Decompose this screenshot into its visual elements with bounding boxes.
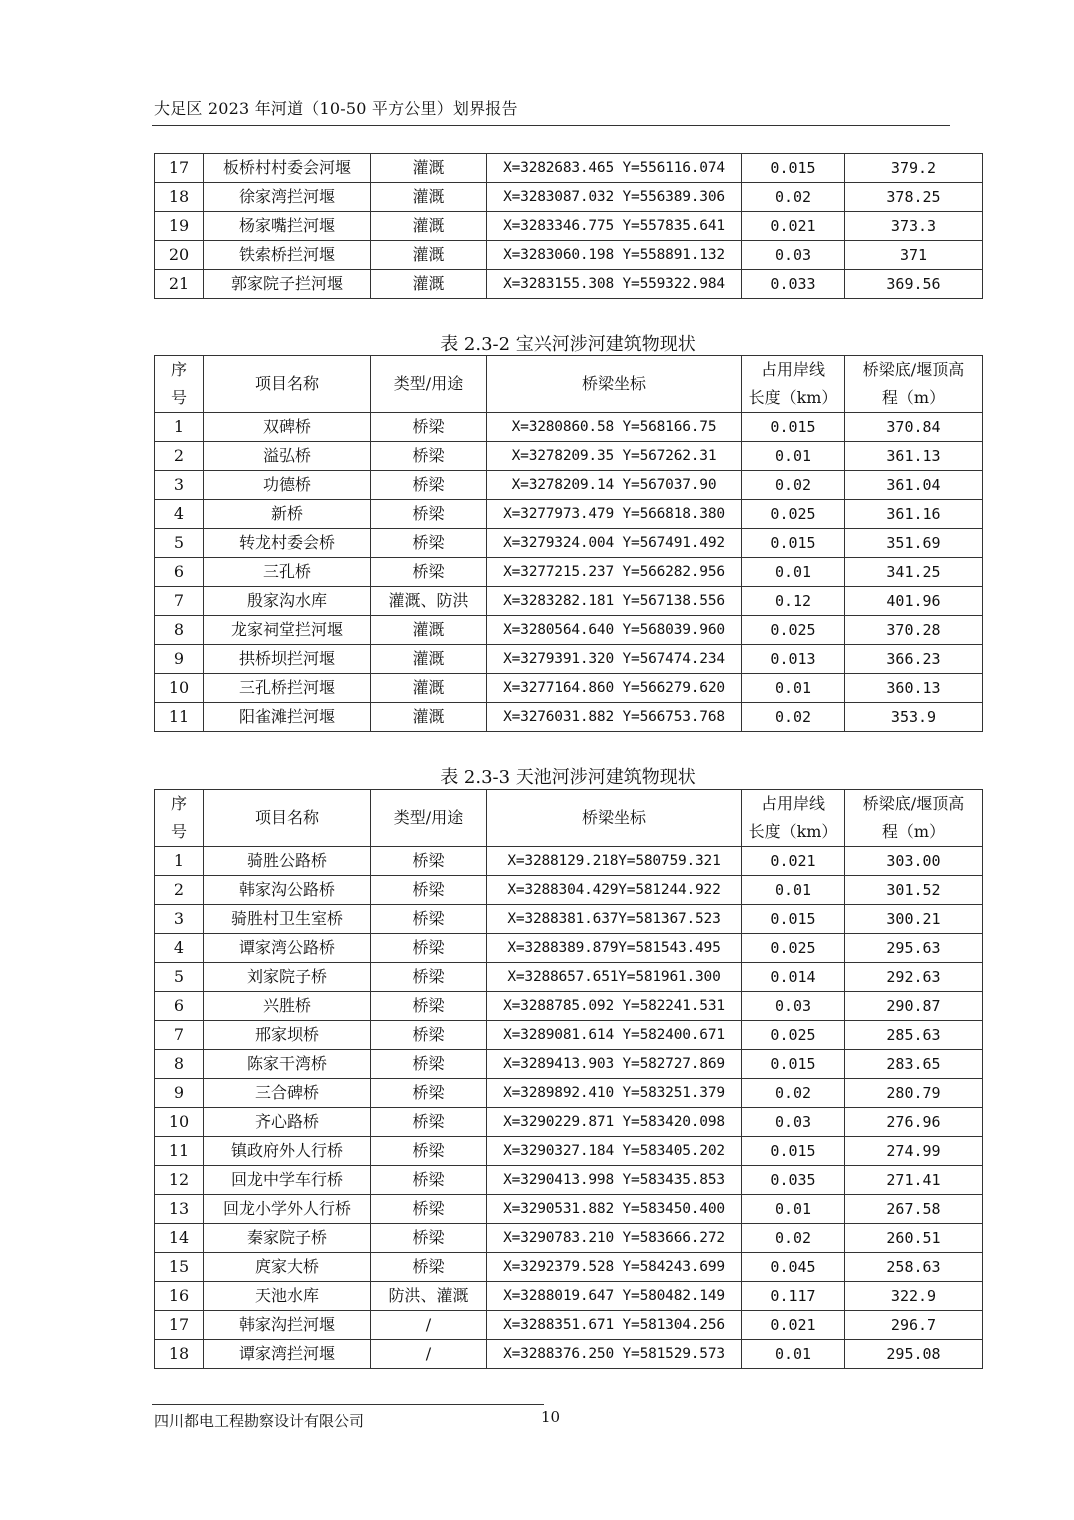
cell-seq: 3 xyxy=(155,905,204,934)
cell-length: 0.02 xyxy=(742,1079,845,1108)
cell-seq: 17 xyxy=(155,1311,204,1340)
table-row xyxy=(155,1137,983,1166)
cell-type: 桥梁 xyxy=(371,905,487,934)
cell-elevation: 300.21 xyxy=(845,905,983,934)
cell-type: / xyxy=(371,1340,487,1369)
table-row xyxy=(155,1253,983,1282)
cell-seq: 9 xyxy=(155,1079,204,1108)
cell-length: 0.03 xyxy=(742,992,845,1021)
table-row xyxy=(155,270,983,299)
cell-length: 0.01 xyxy=(742,674,845,703)
cell-coord: X=3292379.528 Y=584243.699 xyxy=(487,1253,742,1282)
cell-name: 谭家湾拦河堰 xyxy=(204,1340,371,1369)
cell-name: 秦家院子桥 xyxy=(204,1224,371,1253)
cell-length: 0.01 xyxy=(742,1340,845,1369)
cell-elevation: 276.96 xyxy=(845,1108,983,1137)
table-row xyxy=(155,1282,983,1311)
cell-name: 三孔桥拦河堰 xyxy=(204,674,371,703)
cell-type: 桥梁 xyxy=(371,1253,487,1282)
cell-elevation: 258.63 xyxy=(845,1253,983,1282)
table-row xyxy=(155,587,983,616)
cell-type: 灌溉 xyxy=(371,154,487,183)
cell-type: 灌溉、防洪 xyxy=(371,587,487,616)
cell-elevation: 292.63 xyxy=(845,963,983,992)
cell-length: 0.02 xyxy=(742,471,845,500)
cell-type: 灌溉 xyxy=(371,212,487,241)
cell-coord: X=3283155.308 Y=559322.984 xyxy=(487,270,742,299)
cell-length: 0.025 xyxy=(742,500,845,529)
cell-name: 徐家湾拦河堰 xyxy=(204,183,371,212)
cell-elevation: 361.16 xyxy=(845,500,983,529)
table-row xyxy=(155,529,983,558)
cell-name: 天池水库 xyxy=(204,1282,371,1311)
cell-name: 韩家沟拦河堰 xyxy=(204,1311,371,1340)
cell-coord: X=3288657.651Y=581961.300 xyxy=(487,963,742,992)
cell-elevation: 360.13 xyxy=(845,674,983,703)
cell-coord: X=3288785.092 Y=582241.531 xyxy=(487,992,742,1021)
cell-coord: X=3279391.320 Y=567474.234 xyxy=(487,645,742,674)
cell-coord: X=3288376.250 Y=581529.573 xyxy=(487,1340,742,1369)
cell-coord: X=3289892.410 Y=583251.379 xyxy=(487,1079,742,1108)
cell-coord: X=3280564.640 Y=568039.960 xyxy=(487,616,742,645)
cell-length: 0.02 xyxy=(742,1224,845,1253)
cell-length: 0.014 xyxy=(742,963,845,992)
table-row xyxy=(155,1021,983,1050)
cell-name: 邢家坝桥 xyxy=(204,1021,371,1050)
cell-seq: 10 xyxy=(155,674,204,703)
cell-seq: 18 xyxy=(155,183,204,212)
cell-seq: 11 xyxy=(155,1137,204,1166)
cell-length: 0.015 xyxy=(742,905,845,934)
cell-name: 拱桥坝拦河堰 xyxy=(204,645,371,674)
cell-type: 灌溉 xyxy=(371,674,487,703)
cell-coord: X=3288389.879Y=581543.495 xyxy=(487,934,742,963)
cell-elevation: 353.9 xyxy=(845,703,983,732)
footer-divider xyxy=(152,1404,544,1405)
cell-name: 刘家院子桥 xyxy=(204,963,371,992)
cell-type: 灌溉 xyxy=(371,270,487,299)
cell-length: 0.01 xyxy=(742,1195,845,1224)
page-number: 10 xyxy=(541,1408,561,1426)
cell-name: 谭家湾公路桥 xyxy=(204,934,371,963)
header-elevation: 桥梁底/堰顶高 程（m） xyxy=(845,790,983,847)
cell-type: 灌溉 xyxy=(371,241,487,270)
table-row xyxy=(155,1108,983,1137)
cell-length: 0.015 xyxy=(742,1137,845,1166)
cell-seq: 21 xyxy=(155,270,204,299)
cell-elevation: 295.08 xyxy=(845,1340,983,1369)
cell-seq: 5 xyxy=(155,529,204,558)
cell-seq: 7 xyxy=(155,587,204,616)
cell-length: 0.021 xyxy=(742,847,845,876)
table-row xyxy=(155,1050,983,1079)
cell-seq: 10 xyxy=(155,1108,204,1137)
table-continuation xyxy=(154,153,983,299)
table-header-row xyxy=(155,790,983,847)
cell-name: 回龙小学外人行桥 xyxy=(204,1195,371,1224)
cell-type: 桥梁 xyxy=(371,1195,487,1224)
table-row xyxy=(155,963,983,992)
table-row xyxy=(155,241,983,270)
cell-seq: 1 xyxy=(155,413,204,442)
cell-type: 桥梁 xyxy=(371,963,487,992)
cell-seq: 3 xyxy=(155,471,204,500)
cell-length: 0.025 xyxy=(742,1021,845,1050)
cell-name: 三合碑桥 xyxy=(204,1079,371,1108)
cell-name: 回龙中学车行桥 xyxy=(204,1166,371,1195)
table-tianchi-river xyxy=(154,789,983,1369)
table-header-row xyxy=(155,356,983,413)
header-coord: 桥梁坐标 xyxy=(487,790,742,847)
cell-coord: X=3288304.429Y=581244.922 xyxy=(487,876,742,905)
table-row xyxy=(155,674,983,703)
cell-name: 骑胜公路桥 xyxy=(204,847,371,876)
table-row xyxy=(155,1079,983,1108)
cell-length: 0.013 xyxy=(742,645,845,674)
cell-elevation: 341.25 xyxy=(845,558,983,587)
cell-seq: 1 xyxy=(155,847,204,876)
cell-elevation: 322.9 xyxy=(845,1282,983,1311)
cell-type: 桥梁 xyxy=(371,876,487,905)
cell-length: 0.01 xyxy=(742,876,845,905)
cell-name: 溢弘桥 xyxy=(204,442,371,471)
cell-coord: X=3288381.637Y=581367.523 xyxy=(487,905,742,934)
cell-name: 陈家干湾桥 xyxy=(204,1050,371,1079)
cell-type: 灌溉 xyxy=(371,645,487,674)
cell-seq: 2 xyxy=(155,876,204,905)
cell-length: 0.025 xyxy=(742,934,845,963)
table-baoxing-river xyxy=(154,355,983,732)
table-row xyxy=(155,934,983,963)
table-3-caption: 表 2.3-3 天池河涉河建筑物现状 xyxy=(440,767,696,788)
cell-coord: X=3277973.479 Y=566818.380 xyxy=(487,500,742,529)
cell-name: 杨家嘴拦河堰 xyxy=(204,212,371,241)
cell-elevation: 283.65 xyxy=(845,1050,983,1079)
cell-type: 桥梁 xyxy=(371,529,487,558)
cell-elevation: 280.79 xyxy=(845,1079,983,1108)
table-row xyxy=(155,1224,983,1253)
table-row xyxy=(155,558,983,587)
cell-elevation: 274.99 xyxy=(845,1137,983,1166)
cell-type: 桥梁 xyxy=(371,1050,487,1079)
cell-seq: 12 xyxy=(155,1166,204,1195)
cell-name: 三孔桥 xyxy=(204,558,371,587)
table-row xyxy=(155,703,983,732)
header-length: 占用岸线 长度（km） xyxy=(742,790,845,847)
cell-coord: X=3283087.032 Y=556389.306 xyxy=(487,183,742,212)
cell-type: 防洪、灌溉 xyxy=(371,1282,487,1311)
header-seq: 序 号 xyxy=(155,356,204,413)
table-2-caption: 表 2.3-2 宝兴河涉河建筑物现状 xyxy=(440,334,696,355)
cell-elevation: 371 xyxy=(845,241,983,270)
cell-type: 桥梁 xyxy=(371,1021,487,1050)
table-row xyxy=(155,1195,983,1224)
table-row xyxy=(155,154,983,183)
cell-coord: X=3288019.647 Y=580482.149 xyxy=(487,1282,742,1311)
cell-seq: 4 xyxy=(155,500,204,529)
header-seq: 序 号 xyxy=(155,790,204,847)
cell-name: 齐心路桥 xyxy=(204,1108,371,1137)
cell-name: 阳雀滩拦河堰 xyxy=(204,703,371,732)
cell-seq: 11 xyxy=(155,703,204,732)
cell-coord: X=3283346.775 Y=557835.641 xyxy=(487,212,742,241)
cell-name: 庹家大桥 xyxy=(204,1253,371,1282)
cell-type: 桥梁 xyxy=(371,1079,487,1108)
cell-type: 桥梁 xyxy=(371,1166,487,1195)
table-row xyxy=(155,1340,983,1369)
cell-elevation: 370.28 xyxy=(845,616,983,645)
cell-seq: 9 xyxy=(155,645,204,674)
cell-elevation: 401.96 xyxy=(845,587,983,616)
table-row xyxy=(155,471,983,500)
cell-length: 0.015 xyxy=(742,154,845,183)
cell-elevation: 267.58 xyxy=(845,1195,983,1224)
cell-type: 桥梁 xyxy=(371,558,487,587)
cell-elevation: 260.51 xyxy=(845,1224,983,1253)
cell-name: 兴胜桥 xyxy=(204,992,371,1021)
table-row xyxy=(155,413,983,442)
cell-elevation: 301.52 xyxy=(845,876,983,905)
cell-name: 龙家祠堂拦河堰 xyxy=(204,616,371,645)
cell-length: 0.021 xyxy=(742,212,845,241)
cell-elevation: 290.87 xyxy=(845,992,983,1021)
cell-coord: X=3279324.004 Y=567491.492 xyxy=(487,529,742,558)
cell-name: 殷家沟水库 xyxy=(204,587,371,616)
table-continuation-body xyxy=(155,154,983,299)
cell-coord: X=3276031.882 Y=566753.768 xyxy=(487,703,742,732)
cell-coord: X=3289413.903 Y=582727.869 xyxy=(487,1050,742,1079)
table-row xyxy=(155,500,983,529)
cell-seq: 8 xyxy=(155,616,204,645)
cell-coord: X=3290229.871 Y=583420.098 xyxy=(487,1108,742,1137)
cell-elevation: 295.63 xyxy=(845,934,983,963)
cell-elevation: 378.25 xyxy=(845,183,983,212)
cell-type: 桥梁 xyxy=(371,500,487,529)
cell-length: 0.12 xyxy=(742,587,845,616)
cell-elevation: 361.04 xyxy=(845,471,983,500)
page-header-title: 大足区 2023 年河道（10-50 平方公里）划界报告 xyxy=(154,99,518,118)
cell-seq: 5 xyxy=(155,963,204,992)
cell-length: 0.035 xyxy=(742,1166,845,1195)
header-type: 类型/用途 xyxy=(371,790,487,847)
cell-seq: 8 xyxy=(155,1050,204,1079)
cell-length: 0.033 xyxy=(742,270,845,299)
cell-length: 0.117 xyxy=(742,1282,845,1311)
header-divider xyxy=(152,125,950,126)
cell-seq: 2 xyxy=(155,442,204,471)
cell-name: 双碑桥 xyxy=(204,413,371,442)
cell-elevation: 370.84 xyxy=(845,413,983,442)
cell-coord: X=3290783.210 Y=583666.272 xyxy=(487,1224,742,1253)
cell-name: 板桥村村委会河堰 xyxy=(204,154,371,183)
header-coord: 桥梁坐标 xyxy=(487,356,742,413)
cell-length: 0.045 xyxy=(742,1253,845,1282)
cell-type: 桥梁 xyxy=(371,442,487,471)
header-length: 占用岸线 长度（km） xyxy=(742,356,845,413)
header-elevation: 桥梁底/堰顶高 程（m） xyxy=(845,356,983,413)
cell-type: 桥梁 xyxy=(371,1108,487,1137)
cell-elevation: 379.2 xyxy=(845,154,983,183)
cell-coord: X=3288351.671 Y=581304.256 xyxy=(487,1311,742,1340)
cell-type: 桥梁 xyxy=(371,992,487,1021)
cell-name: 转龙村委会桥 xyxy=(204,529,371,558)
cell-coord: X=3282683.465 Y=556116.074 xyxy=(487,154,742,183)
table-row xyxy=(155,876,983,905)
cell-coord: X=3283060.198 Y=558891.132 xyxy=(487,241,742,270)
cell-type: 灌溉 xyxy=(371,703,487,732)
cell-seq: 17 xyxy=(155,154,204,183)
cell-seq: 4 xyxy=(155,934,204,963)
cell-coord: X=3277215.237 Y=566282.956 xyxy=(487,558,742,587)
cell-name: 韩家沟公路桥 xyxy=(204,876,371,905)
cell-seq: 14 xyxy=(155,1224,204,1253)
cell-seq: 19 xyxy=(155,212,204,241)
cell-length: 0.01 xyxy=(742,558,845,587)
cell-elevation: 361.13 xyxy=(845,442,983,471)
cell-length: 0.01 xyxy=(742,442,845,471)
cell-type: / xyxy=(371,1311,487,1340)
cell-coord: X=3278209.35 Y=567262.31 xyxy=(487,442,742,471)
cell-coord: X=3283282.181 Y=567138.556 xyxy=(487,587,742,616)
cell-elevation: 373.3 xyxy=(845,212,983,241)
cell-elevation: 296.7 xyxy=(845,1311,983,1340)
cell-seq: 6 xyxy=(155,992,204,1021)
table-row xyxy=(155,1311,983,1340)
table-row xyxy=(155,847,983,876)
cell-elevation: 303.00 xyxy=(845,847,983,876)
table-row xyxy=(155,616,983,645)
table-tianchi-body xyxy=(155,847,983,1369)
table-baoxing-body xyxy=(155,413,983,732)
cell-coord: X=3290327.184 Y=583405.202 xyxy=(487,1137,742,1166)
cell-length: 0.015 xyxy=(742,413,845,442)
cell-name: 铁索桥拦河堰 xyxy=(204,241,371,270)
cell-name: 镇政府外人行桥 xyxy=(204,1137,371,1166)
cell-coord: X=3290531.882 Y=583450.400 xyxy=(487,1195,742,1224)
cell-name: 功德桥 xyxy=(204,471,371,500)
cell-coord: X=3290413.998 Y=583435.853 xyxy=(487,1166,742,1195)
cell-seq: 18 xyxy=(155,1340,204,1369)
cell-coord: X=3280860.58 Y=568166.75 xyxy=(487,413,742,442)
table-row xyxy=(155,442,983,471)
cell-elevation: 366.23 xyxy=(845,645,983,674)
cell-length: 0.021 xyxy=(742,1311,845,1340)
table-row xyxy=(155,645,983,674)
cell-seq: 6 xyxy=(155,558,204,587)
table-row xyxy=(155,212,983,241)
cell-elevation: 285.63 xyxy=(845,1021,983,1050)
cell-type: 灌溉 xyxy=(371,616,487,645)
cell-seq: 7 xyxy=(155,1021,204,1050)
cell-length: 0.03 xyxy=(742,1108,845,1137)
table-row xyxy=(155,1166,983,1195)
cell-seq: 16 xyxy=(155,1282,204,1311)
cell-name: 郭家院子拦河堰 xyxy=(204,270,371,299)
cell-length: 0.03 xyxy=(742,241,845,270)
cell-name: 新桥 xyxy=(204,500,371,529)
cell-elevation: 369.56 xyxy=(845,270,983,299)
cell-elevation: 271.41 xyxy=(845,1166,983,1195)
header-name: 项目名称 xyxy=(204,790,371,847)
cell-length: 0.02 xyxy=(742,183,845,212)
cell-type: 桥梁 xyxy=(371,471,487,500)
cell-type: 灌溉 xyxy=(371,183,487,212)
cell-seq: 13 xyxy=(155,1195,204,1224)
cell-elevation: 351.69 xyxy=(845,529,983,558)
header-type: 类型/用途 xyxy=(371,356,487,413)
cell-type: 桥梁 xyxy=(371,934,487,963)
table-row xyxy=(155,183,983,212)
cell-seq: 20 xyxy=(155,241,204,270)
cell-length: 0.015 xyxy=(742,1050,845,1079)
cell-coord: X=3288129.218Y=580759.321 xyxy=(487,847,742,876)
cell-seq: 15 xyxy=(155,1253,204,1282)
cell-coord: X=3278209.14 Y=567037.90 xyxy=(487,471,742,500)
cell-length: 0.02 xyxy=(742,703,845,732)
cell-length: 0.015 xyxy=(742,529,845,558)
cell-length: 0.025 xyxy=(742,616,845,645)
header-name: 项目名称 xyxy=(204,356,371,413)
cell-coord: X=3277164.860 Y=566279.620 xyxy=(487,674,742,703)
cell-type: 桥梁 xyxy=(371,413,487,442)
cell-name: 骑胜村卫生室桥 xyxy=(204,905,371,934)
cell-type: 桥梁 xyxy=(371,1137,487,1166)
cell-type: 桥梁 xyxy=(371,1224,487,1253)
table-row xyxy=(155,992,983,1021)
footer-company: 四川都电工程勘察设计有限公司 xyxy=(154,1412,365,1430)
cell-coord: X=3289081.614 Y=582400.671 xyxy=(487,1021,742,1050)
cell-type: 桥梁 xyxy=(371,847,487,876)
table-row xyxy=(155,905,983,934)
